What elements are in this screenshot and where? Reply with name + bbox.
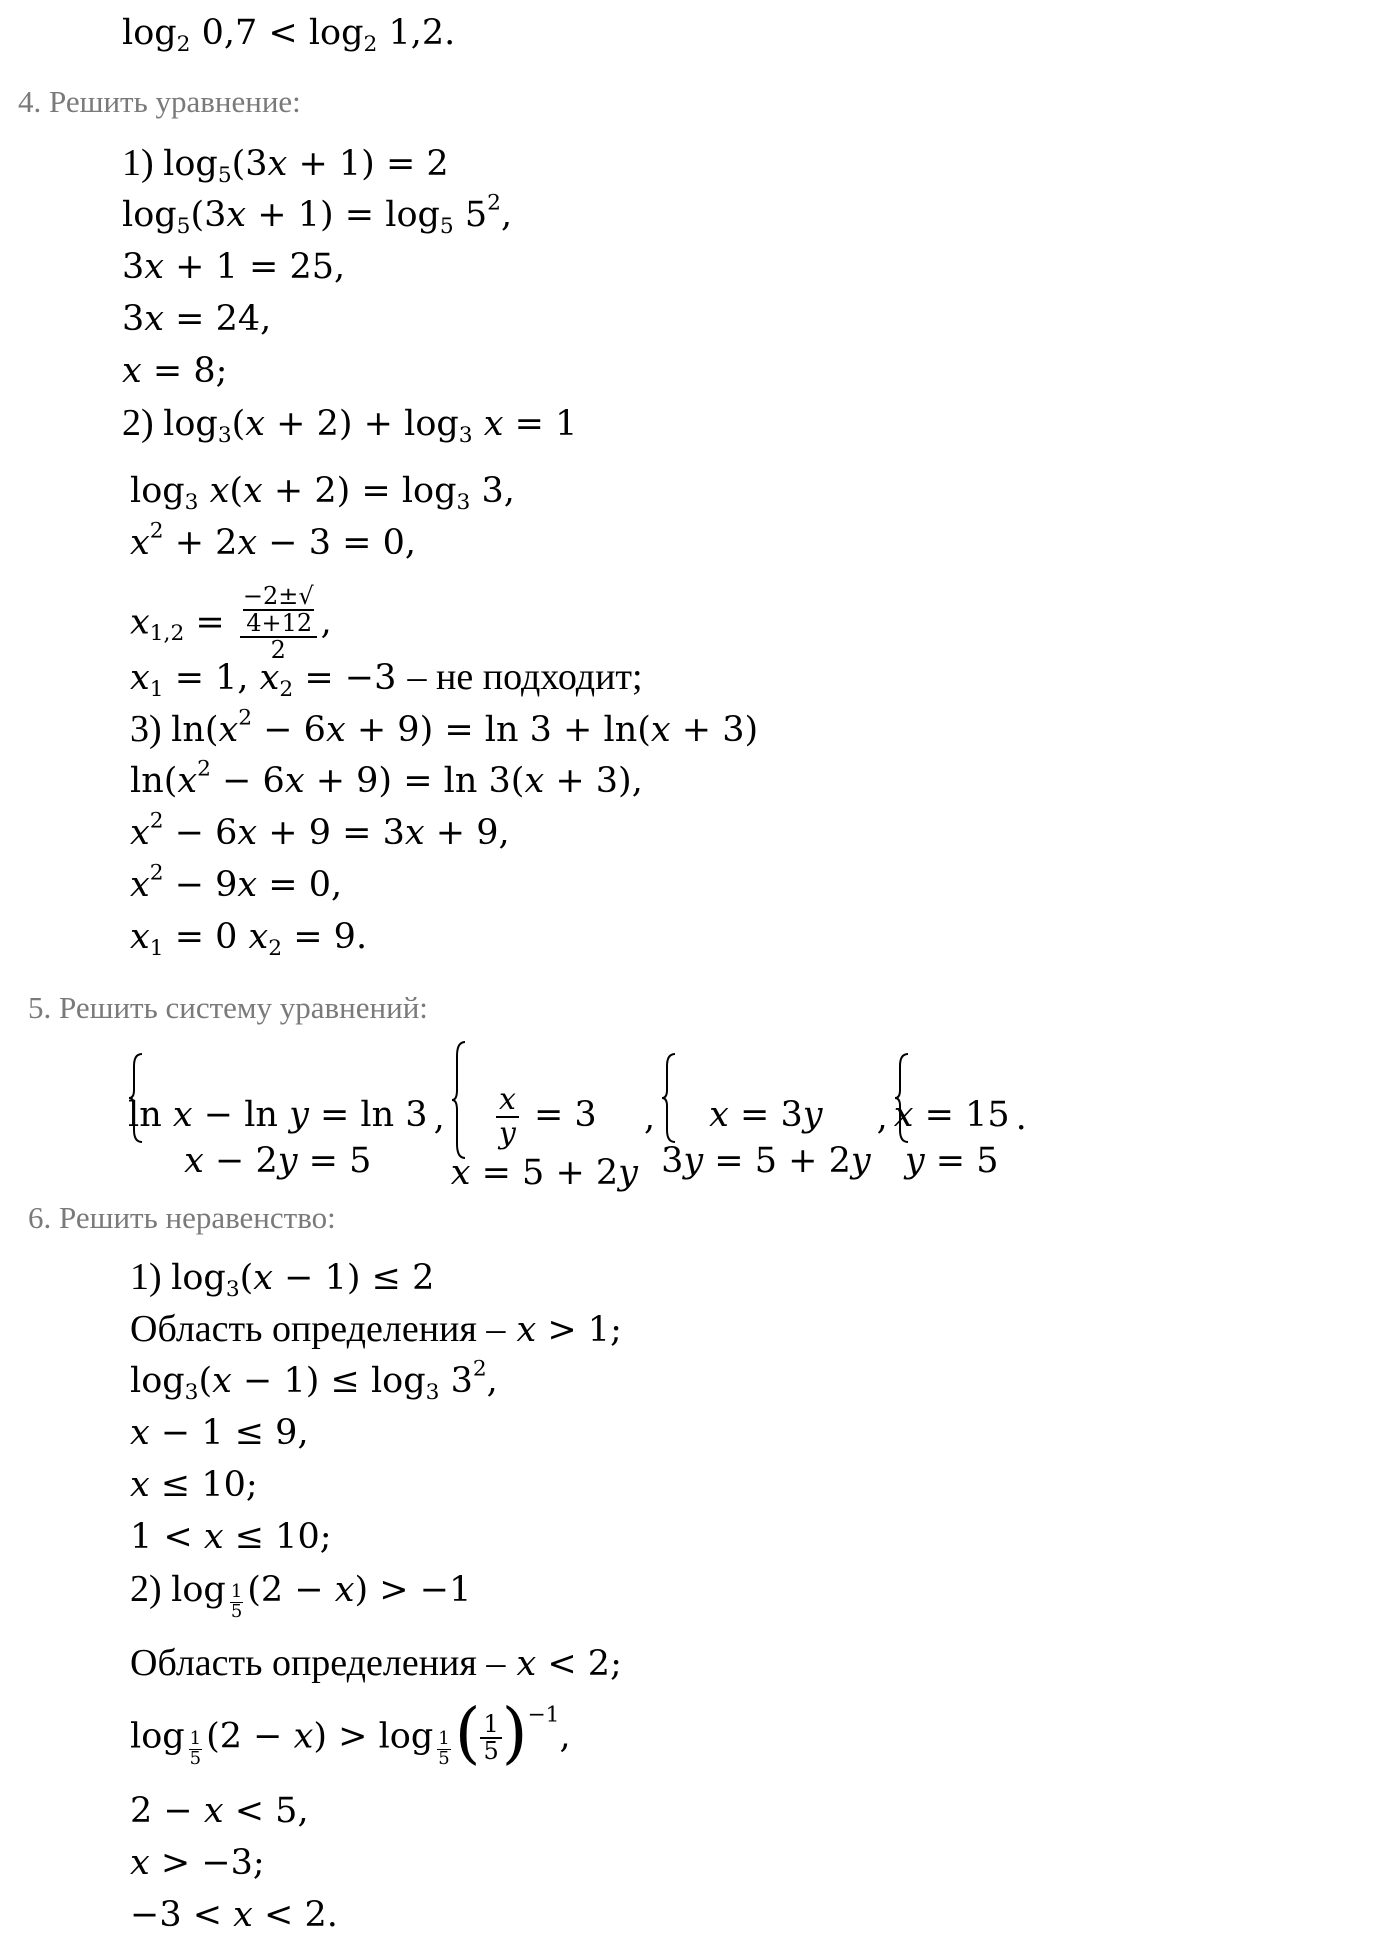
task4-line-12: $\ln(x^2 - 6x + 9) = \ln 3(x + 3)$,	[130, 756, 643, 801]
top-inequality: $\log_2 0,7 < \log_2 1,2$.	[122, 13, 456, 57]
task4-line-5: x = 8;	[122, 351, 228, 391]
task6-heading: 6. Решить неравенство:	[28, 1200, 336, 1235]
task6-line-9: log $\frac{1}{5}$ (2 − x) > log $\frac{1}{5}$ ( $\frac{1}{5}$ )$^{-1}$,	[130, 1694, 571, 1772]
task6-line-3: $\log_3(x - 1) \le \log_3 3^2$,	[130, 1356, 498, 1405]
task6-line-5: x ≤ 10;	[130, 1465, 258, 1505]
quadratic-fraction: −2±√ 4+12 2	[240, 584, 317, 664]
task4-line-7: $\log_3 x(x + 2) = \log_3 3$,	[130, 471, 515, 515]
task4-line-1: 1) $\log_5(3x + 1) = 2$	[122, 142, 449, 188]
system-3: x = 3y 3y = 5 + 2y	[661, 1052, 871, 1184]
task4-line-8: $x^2 + 2x - 3 = 0$,	[130, 518, 416, 563]
task6-line-11: x > −3;	[130, 1843, 265, 1883]
task4-line-13: $x^2 - 6x + 9 = 3x + 9$,	[130, 808, 510, 853]
task6-line-4: x − 1 ≤ 9,	[130, 1413, 309, 1453]
task4-line-10: $x_1 = 1$, $x_2 = -3$ – не подходит;	[130, 656, 643, 702]
task6-line-1: 1) $\log_3(x - 1) \le 2$	[130, 1256, 435, 1302]
task5-heading: 5. Решить систему уравнений:	[28, 990, 428, 1025]
system-1: ln x − ln y = ln 3 x − 2y = 5	[128, 1052, 428, 1184]
task4-line-14: $x^2 - 9x = 0$,	[130, 860, 343, 905]
task4-line-11: 3) $\ln(x^2 - 6x + 9) = \ln 3 + \ln(x + 3)$	[130, 705, 759, 750]
task4-line-3: 3x + 1 = 25,	[122, 247, 346, 287]
task6-line-6: 1 < x ≤ 10;	[130, 1517, 332, 1557]
task4-line-6: 2) $\log_3(x + 2) + \log_3 x = 1$	[122, 402, 578, 448]
task4-line-4: 3x = 24,	[122, 299, 272, 339]
task6-line-12: −3 < x < 2.	[130, 1895, 338, 1935]
task4-line-15: $x_1 = 0$ $x_2 = 9$.	[130, 917, 368, 961]
task6-line-2: Область определения – x > 1;	[130, 1308, 622, 1350]
task5-systems: ln x − ln y = ln 3 x − 2y = 5 , $\frac{x}{y}$ = 3 x = 5 + 2y , x = 3y 3y = 5 + 2y , x = 15 y = 5 .	[128, 1040, 1027, 1196]
task6-line-10: 2 − x < 5,	[130, 1791, 309, 1831]
task4-line-9: $x_{1,2}$ = −2±√ 4+12 2 ,	[130, 582, 332, 665]
system-2: $\frac{x}{y}$ = 3 x = 5 + 2y	[451, 1040, 638, 1196]
task6-line-7: 2) log $\frac{1}{5}$ (2 − x) > −1	[130, 1568, 472, 1623]
task4-line-2: $\log_5(3x + 1) = \log_5 5^2$,	[122, 190, 513, 239]
system-4: x = 15 y = 5	[894, 1052, 1010, 1184]
task6-line-8: Область определения – x < 2;	[130, 1642, 622, 1684]
task4-heading: 4. Решить уравнение:	[18, 84, 301, 119]
